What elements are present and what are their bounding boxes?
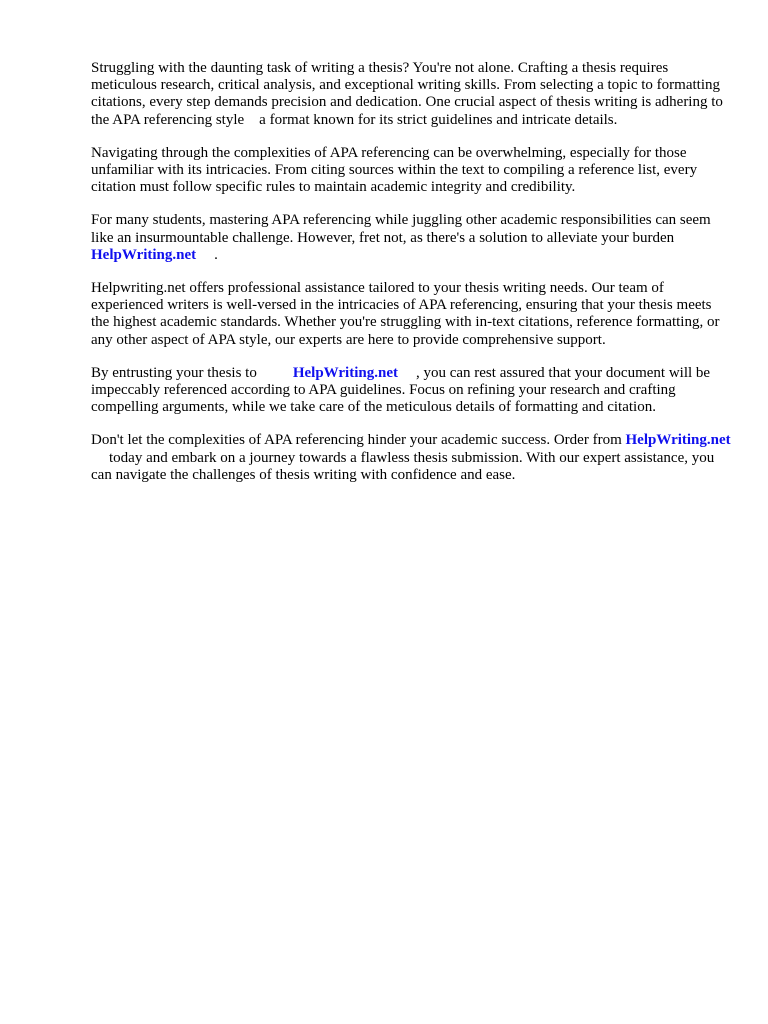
helpwriting-link-3[interactable]: HelpWriting.net xyxy=(625,432,731,449)
paragraph-entrust xyxy=(91,365,731,417)
paragraph-service: Helpwriting.net offers professional assistance tailored to your thesis writing needs. Our team of experienced writers is well-versed in the intricacies of APA referencing, ensuring that your thesis meets the highest academic standards. Whether you're struggling with in-text citations, reference formatting, or any other aspect of APA style, our experts are here to provide comprehensive support. xyxy=(91,280,720,348)
paragraph-students-text: For many students, mastering APA referencing while juggling other academic responsibilities can seem like an insurmountable challenge. However, fret not, as there's a solution to alleviate your burden xyxy=(91,212,711,246)
paragraph-apa-complexity: Navigating through the complexities of APA referencing can be overwhelming, especially for those unfamiliar with its intricacies. From citing sources within the text to compiling a reference list, every citation must follow specific rules to maintain academic integrity and credibility. xyxy=(91,144,698,196)
paragraph-entrust-text: , you can rest assured that your document will be impeccably referenced according to APA guidelines. Focus on refining your research and crafting compelling arguments, while we take care of the meticulous details of formatting and citation. xyxy=(91,364,711,416)
paragraph-order-lead: Don't let the complexities of APA referencing hinder your academic success. Order from xyxy=(91,432,622,449)
paragraph-students-period: . xyxy=(214,246,218,263)
document-body xyxy=(91,60,731,500)
helpwriting-link-2[interactable]: HelpWriting.net xyxy=(292,364,398,381)
paragraph-order-text: today and embark on a journey towards a flawless thesis submission. With our expert assistance, you can navigate the challenges of thesis writing with confidence and ease. xyxy=(91,449,715,483)
paragraph-order xyxy=(91,432,731,484)
paragraph-students xyxy=(91,212,731,264)
paragraph-intro: Struggling with the daunting task of writing a thesis? You're not alone. Crafting a thesis requires meticulous research, critical analysis, and exceptional writing skills. From selecting a topic to formatting citations, every step demands precision and dedication. One crucial aspect of thesis writing is adhering to the APA referencing style a format known for its strict guidelines and intricate details. xyxy=(91,60,727,128)
paragraph-entrust-lead: By entrusting your thesis to xyxy=(91,364,257,381)
helpwriting-link-1[interactable]: HelpWriting.net xyxy=(91,246,197,263)
